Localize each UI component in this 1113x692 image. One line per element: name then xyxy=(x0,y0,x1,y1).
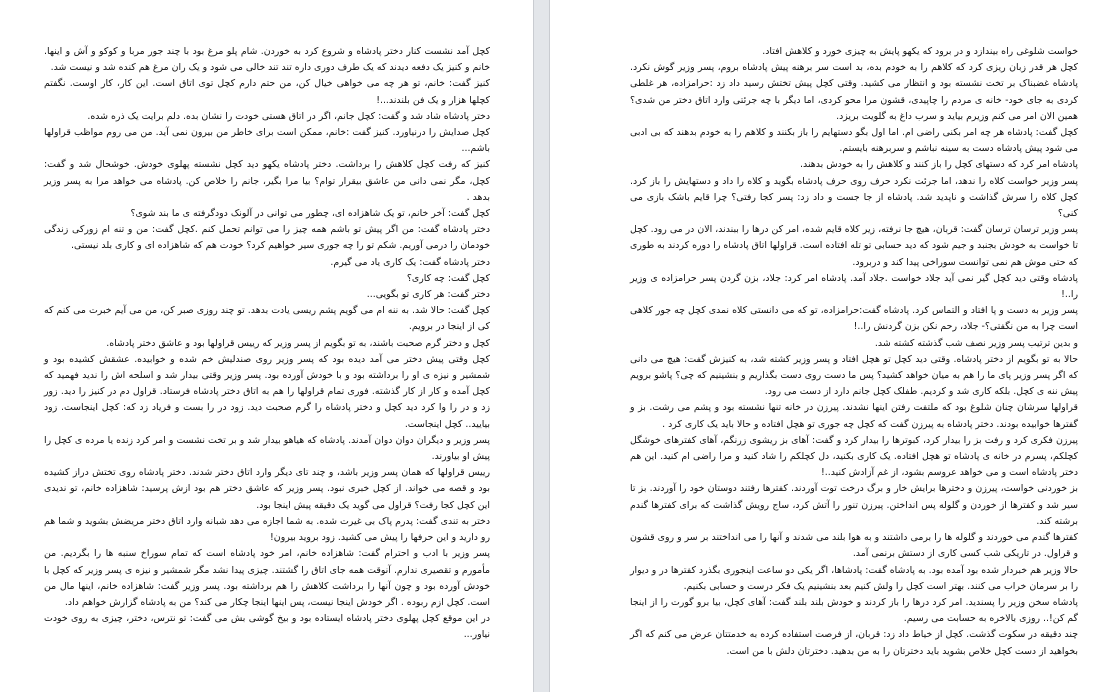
paragraph: پسر وزیر ترسان ترسان گفت: قربان، هیچ جا نرفته، زیر کلاه قایم شده، امر کن درها را ببندند، الان در می رود. کچل تا خواست به خودش بجنبد و جیم شود که دید حسابی تو تله افتاده است. قراولها اتاق پادشاه را دوره کردند به طوری که حتی موش هم نمی توانست سوراخی پیدا کند و دربرود. xyxy=(630,224,1078,268)
paragraph: و بدین ترتیب پسر وزیر نصف شب گذشته کشته شد. xyxy=(874,337,1078,349)
paragraph: کچل گفت: چه کاری؟ xyxy=(406,272,490,284)
paragraph: پسر وزیر خواست کلاه را ندهد، اما جرئت نکرد حرف روی حرف پادشاه بگوید و کلاه را داد و دستهایش را باز کرد. کچل کلاه را سرش گذاشت و ناپدید شد. پادشاه از جا جست و داد زد: پسر کجا رفتی؟ چرا قایم باشک بازی می کنی؟ xyxy=(630,175,1078,220)
paragraph: بز خوردنی خواست، پیرزن و دخترها برایش خار و برگ درخت توت آوردند. کفترها رفتند دوستان خود را آوردند. بز تا سیر شد و کفترها از خوردن و گلوله پس انداختن. پیرزن تنور را آتش کرد، ساج رویش گذاشت که برای کفترها گندم برشته کند. xyxy=(630,483,1078,527)
paragraph: دختر گفت: هر کاری تو بگویی... xyxy=(366,289,490,301)
paragraph: خواست شلوغی راه بیندازد و در برود که یکهو پایش به چیزی خورد و کلاهش افتاد. xyxy=(762,46,1078,57)
paragraph: دختر پادشاه شاد شد و گفت: کچل جانم، اگر در اتاق هستی خودت را نشان بده. دلم برایت یک ذره شده. xyxy=(87,110,490,122)
paragraph: دختر پادشاه گفت: من اگر پیش تو باشم همه چیز را می توانم تحمل کنم .کچل گفت: من و تنه ام زورکی زندگی خودمان را درمی آوریم. شکم تو را چه جوری سیر خواهیم کرد؟ خودت هم که شاهزاده ای و کاری بلد نیستی. xyxy=(44,224,490,252)
paragraph: دختر به تندی گفت: پدرم پاک بی غیرت شده. به شما اجازه می دهد شبانه وارد اتاق دختر مریضش بشوید و شما هم رو دارید و این حرفها را پیش می کشید. زود بروید بیرون! xyxy=(44,515,490,544)
paragraph: کچل هر قدر زبان ریزی کرد که کلاهم را به خودم بده، بد است سر برهنه پیش پادشاه بروم، پسر وزیر گوش نکرد. پادشاه غضبناک بر تخت نشسته بود و انتظار می کشید. وقتی کچل پیش تختش رسید داد زد :حرامزاده، هر غلطی کردی به جای خود- خانه ی مردم را چاپیدی، قشون مرا محو کردی، اما دیگر با چه جرئتی وارد اتاق دختر من شدی؟ همین الان امر می کنم وزیرم بیاید و سرب داغ به گلویت بریزد. xyxy=(630,62,1078,122)
paragraph: کنیز گفت: خانم، تو هر چه می خواهی خیال کن، من حتم دارم کچل توی اتاق است. این کار، کار اوست. نگفتم کچلها هزار و یک فن بلندند...! xyxy=(44,78,490,106)
left-page xyxy=(0,0,534,692)
paragraph: کفترها گندم می خوردند و گلوله ها را برمی داشتند و به هوا بلند می شدند و آنها را می انداختند بر سر و روی قشون و قراول. در تاریکی شب کسی کاری از دستش برنمی آمد. xyxy=(630,532,1078,560)
paragraph: کچل و دختر گرم صحبت باشند، به تو بگویم از پسر وزیر که رییس قراولها بود و عاشق دختر پادشاه. xyxy=(106,337,490,349)
paragraph: پادشاه امر کرد که دستهای کچل را باز کنند و کلاهش را به خودش بدهند. xyxy=(800,159,1078,171)
paragraph: کچل گفت: حالا شد. به ننه ام می گویم پشم ریسی یادت بدهد. تو چند روزی صبر کن، من می آیم خبرت می کنم که کی از اینجا در برویم. xyxy=(44,305,490,333)
right-page-text xyxy=(630,44,1078,660)
right-page xyxy=(549,0,1113,692)
paragraph: کچل گفت: آخر خانم، تو یک شاهزاده ای، چطور می توانی در آلونک دودگرفته ی ما بند شوی؟ xyxy=(130,208,490,220)
paragraph: پسر وزیر به دست و پا افتاد و التماس کرد. پادشاه گفت:حرامزاده، تو که می دانستی کلاه نمدی کچل چه جور کلاهی است چرا به من نگفتی؟- جلاد، رحم نکن بزن گردنش را..! xyxy=(630,305,1078,333)
paragraph: چند دقیقه در سکوت گذشت. کچل از خیاط داد زد: قربان، از فرصت استفاده کرده به خدمتتان عرض می کنم که اگر بخواهید از دست کچل خلاص بشوید باید دخترتان را به من بدهید. دخترتان دلش با من است. xyxy=(630,629,1078,657)
paragraph: پسر وزیر با ادب و احترام گفت: شاهزاده خانم، امر خود پادشاه است که تمام سوراخ سنبه ها را بگردیم. من مأمورم و تقصیری ندارم. آنوقت همه جای اتاق را گشتند. چیزی پیدا نشد مگر شمشیر و نیزه ی پسر وزیر که کچل با خودش آورده بود و چون آنها را برداشت کلاهش را هم برداشته بود. پسر وزیر گفت: شاهزاده خانم، اینها مال من است. کچل ازم ربوده . اگر خودش اینجا نیست، پس اینها اینجا چکار می کند؟ من به پادشاه گزارش خواهم داد. xyxy=(44,548,490,608)
paragraph: حالا به تو بگویم از دختر پادشاه. وقتی دید کچل تو هچل افتاد و پسر وزیر کشته شد، به کنیزش گفت: هیچ می دانی که اگر پسر وزیر پای ما را هم به میان خواهد کشید؟ پس ما دست روی دست بگذاریم و بنشینیم که چی؟ پاشو برویم پیش ننه ی کچل. بلکه کاری شد و کردیم. طفلک کچل جانم دارد از دست می رود. xyxy=(630,353,1078,398)
paragraph: کنیز که رفت کچل کلاهش را برداشت. دختر پادشاه یکهو دید کچل نشسته پهلوی خودش. خوشحال شد و گفت: کچل، مگر نمی دانی من عاشق بیقرار توام؟ بیا مرا بگیر، جانم را خلاص کن. پادشاه می خواهد مرا به پسر وزیر بدهد . xyxy=(44,159,490,203)
paragraph: رییس قراولها که همان پسر وزیر باشد، و چند تای دیگر وارد اتاق دختر شدند. دختر پادشاه روی تختش دراز کشیده بود و قصه می خواند. از کچل خبری نبود. پسر وزیر که عاشق دختر هم بود ازش پرسید: شاهزاده خانم، تو ندیدی این کچل کجا رفت؟ قراول می گوید یک دقیقه پیش اینجا بود. xyxy=(44,467,490,511)
paragraph: پسر وزیر و دیگران دوان دوان آمدند. پادشاه که هیاهو بیدار شد و بر تخت نشست و امر کرد زنده یا مرده ی کچل را پیش او بیاورند. xyxy=(44,434,490,463)
paragraph: کچل وقتی پیش دختر می آمد دیده بود که پسر وزیر روی صندلیش خم شده و خوابیده. عشقش کشیده بود و شمشیر و نیزه ی او را برداشته بود و با خودش آورده بود. پسر وزیر وقتی بیدار شد و اسلحه اش را ندید فهمید که کچل آمده و کار از کار گذشته. فوری تمام قراولها را هم به اتاق دختر پادشاه فرستاد. قراول دم در کنیز را دید. زور زد و در را وا کرد دید کچل و دختر پادشاه را گرم صحبت دید. زود در را بست و فریاد زد که: کچل اینجاست. زود بیایید.. کچل اینجاست. xyxy=(44,353,490,430)
paragraph: در این موقع کچل پهلوی دختر پادشاه ایستاده بود و بیخ گوشی بش می گفت: تو نترس، دختر، چیزی به روی خودت نیاور... xyxy=(44,613,490,641)
page-gutter xyxy=(534,0,549,692)
paragraph: پادشاه وقتی دید کچل گیر نمی آید جلاد خواست .جلاد آمد. پادشاه امر کرد: جلاد، بزن گردن پسر حرامزاده ی وزیر را..! xyxy=(630,272,1078,301)
paragraph: کچل گفت: پادشاه هر چه امر بکنی راضی ام. اما اول بگو دستهایم را باز بکنند و کلاهم را به خودم بدهند که بی ادبی می شود پیش پادشاه دست به سینه نباشم و سربرهنه بایستم. xyxy=(630,127,1078,155)
paragraph: کچل صدایش را درنیاورد. کنیز گفت :خانم، ممکن است برای خاطر من بیرون نمی آید. من می روم مواظب قراولها باشم... xyxy=(44,127,490,155)
paragraph: دختر پادشاه گفت: یک کاری یاد می گیرم. xyxy=(330,256,490,268)
paragraph: پیرزن فکری کرد و رفت بز را بیدار کرد، کبوترها را بیدار کرد و گفت: آهای بز ریشوی زرنگم، آهای کفترهای خوشگل کچلکم، پسرم در خانه ی پادشاه تو هچل افتاده. یک کاری بکنید، دل کچلکم را شاد کنید و مرا راضی ام کنید. این هم دختر پادشاه است و می خواهد عروسم بشود، از غم آزادش کنید..! xyxy=(630,434,1078,479)
paragraph: حالا وزیر هم خبردار شده بود آمده بود. به پادشاه گفت: پادشاها، اگر یکی دو ساعت اینجوری بگذرد کفترها در و دیوار را بر سرمان خراب می کنند. بهتر است کچل را ولش کنیم بعد بنشینیم یک فکر درست و حسابی بکنیم. xyxy=(630,564,1078,592)
paragraph: کچل آمد نشست کنار دختر پادشاه و شروع کرد به خوردن. شام پلو مرغ بود با چند جور مربا و کوکو و آش و اینها. خانم و کنیز یک دفعه دیدند که یک طرف دوری داره تند تند خالی می شود و یک ران مرغ هم کنده شد و نیست شد. xyxy=(44,46,490,74)
paragraph: پادشاه سخن وزیر را پسندید. امر کرد درها را باز کردند و خودش بلند بلند گفت: آهای کچل، بیا برو گورت را از اینجا گم کن!.. روزی بالاخره به حسابت می رسیم. xyxy=(630,596,1078,625)
paragraph: قراولها سرشان چنان شلوغ بود که ملتفت رفتن اینها نشدند. پیرزن در خانه تنها نشسته بود و پشم می رشت. بز و گفترها خوابیده بودند. دختر پادشاه به پیرزن گفت که کچل چه جوری تو هچل افتاده و حالا باید یک کاری کرد . xyxy=(630,402,1078,430)
left-page-text xyxy=(44,44,490,644)
